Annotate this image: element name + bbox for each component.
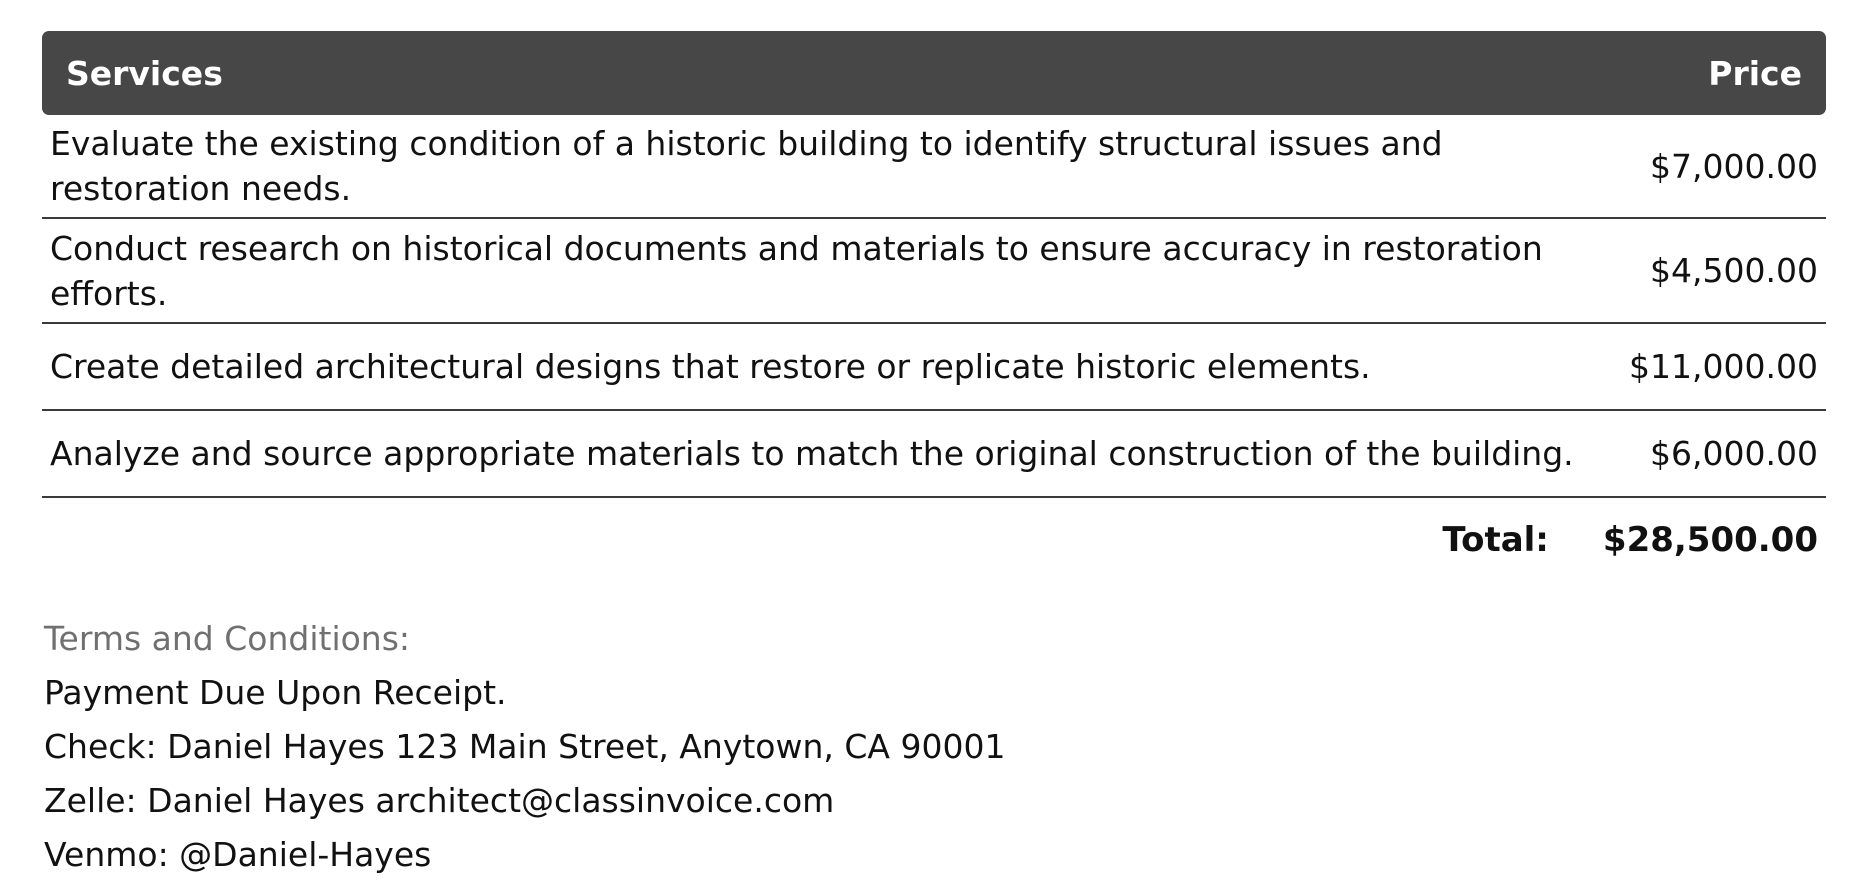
service-description: Evaluate the existing condition of a historic building to identify structural issues and restoration needs. — [50, 124, 1443, 208]
table-row — [42, 219, 1826, 324]
total-label: Total: — [1442, 520, 1549, 560]
table-row — [42, 115, 1826, 219]
service-rows — [42, 115, 1826, 498]
service-description: Analyze and source appropriate materials to match the original construction of the building. — [50, 434, 1574, 473]
service-price: $7,000.00 — [1650, 146, 1818, 186]
total-value: $28,500.00 — [1602, 520, 1818, 560]
table-row — [42, 411, 1826, 498]
service-price: $6,000.00 — [1650, 434, 1818, 473]
service-description: Create detailed architectural designs that restore or replicate historic elements. — [50, 347, 1371, 386]
service-price: $4,500.00 — [1650, 251, 1818, 290]
invoice-services-table — [42, 31, 1826, 582]
table-row — [42, 324, 1826, 411]
terms-and-conditions — [44, 618, 1005, 888]
table-header — [42, 31, 1826, 115]
service-price: $11,000.00 — [1629, 347, 1818, 386]
payment-due-text: Payment Due Upon Receipt. — [44, 673, 507, 712]
terms-heading: Terms and Conditions: — [44, 619, 411, 658]
service-description: Conduct research on historical documents and materials to ensure accuracy in restoration efforts. — [50, 228, 1543, 313]
venmo-payment-text: Venmo: @Daniel-Hayes — [44, 835, 432, 874]
price-column-header: Price — [1708, 53, 1802, 93]
services-column-header: Services — [66, 53, 223, 93]
zelle-payment-text: Zelle: Daniel Hayes architect@classinvoice.com — [44, 781, 835, 820]
check-payment-text: Check: Daniel Hayes 123 Main Street, Anytown, CA 90001 — [44, 727, 1006, 766]
total-row — [42, 498, 1826, 582]
